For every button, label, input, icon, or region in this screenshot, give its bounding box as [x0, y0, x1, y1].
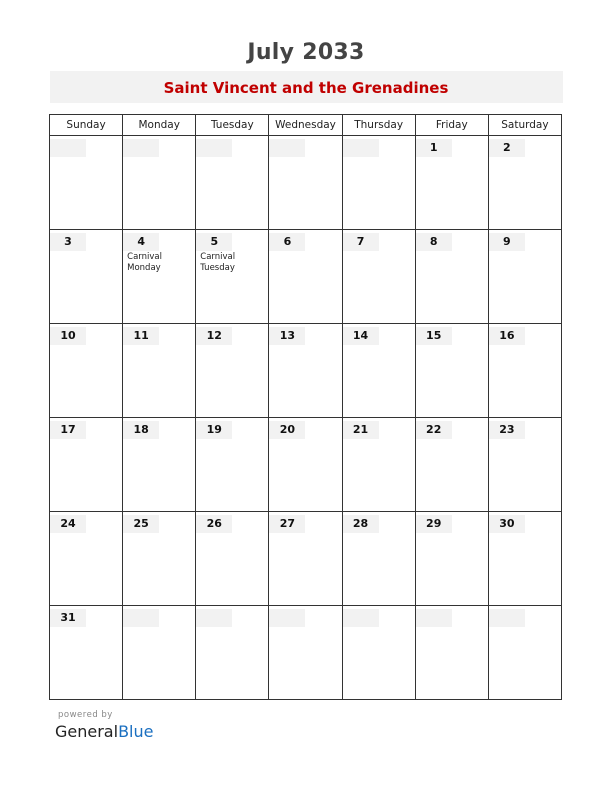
- day-number: 25: [123, 515, 159, 533]
- day-cell[interactable]: [196, 136, 269, 230]
- day-number: [50, 139, 86, 157]
- day-number: 22: [416, 421, 452, 439]
- day-cell[interactable]: [342, 324, 415, 418]
- country-name: Saint Vincent and the Grenadines: [163, 79, 449, 97]
- day-number: 7: [343, 233, 379, 251]
- weekday-saturday: Saturday: [488, 115, 561, 136]
- holiday-label: [200, 252, 235, 274]
- day-cell[interactable]: [50, 324, 123, 418]
- day-cell[interactable]: [342, 418, 415, 512]
- day-cell[interactable]: [196, 418, 269, 512]
- day-number: [343, 609, 379, 627]
- day-cell[interactable]: [269, 606, 342, 700]
- weekday-sunday: Sunday: [50, 115, 123, 136]
- weekday-friday: Friday: [415, 115, 488, 136]
- day-number: [123, 139, 159, 157]
- holiday-line: Tuesday: [200, 263, 235, 273]
- day-number: [196, 609, 232, 627]
- day-number: 26: [196, 515, 232, 533]
- day-number: 31: [50, 609, 86, 627]
- day-cell[interactable]: [196, 606, 269, 700]
- day-number: 6: [269, 233, 305, 251]
- day-cell[interactable]: [123, 512, 196, 606]
- day-cell[interactable]: [488, 512, 561, 606]
- day-number: 5: [196, 233, 232, 251]
- day-cell[interactable]: [415, 230, 488, 324]
- day-cell[interactable]: [269, 230, 342, 324]
- day-cell[interactable]: [269, 512, 342, 606]
- day-cell[interactable]: [488, 418, 561, 512]
- day-number: [269, 609, 305, 627]
- holiday-label: [127, 252, 162, 274]
- day-cell[interactable]: [415, 136, 488, 230]
- day-cell[interactable]: [50, 230, 123, 324]
- calendar-grid: [49, 114, 562, 700]
- day-number: 28: [343, 515, 379, 533]
- logo-blue: Blue: [118, 722, 154, 741]
- day-cell[interactable]: [488, 230, 561, 324]
- day-number: 29: [416, 515, 452, 533]
- day-cell[interactable]: [269, 418, 342, 512]
- day-number: 1: [416, 139, 452, 157]
- day-number: 8: [416, 233, 452, 251]
- day-cell[interactable]: [269, 136, 342, 230]
- day-cell[interactable]: [196, 324, 269, 418]
- day-cell[interactable]: [342, 136, 415, 230]
- day-number: 9: [489, 233, 525, 251]
- day-number: 16: [489, 327, 525, 345]
- day-cell[interactable]: [123, 324, 196, 418]
- holiday-line: Monday: [127, 263, 161, 273]
- week-row: [50, 512, 562, 606]
- day-cell[interactable]: [269, 324, 342, 418]
- day-number: 20: [269, 421, 305, 439]
- day-cell[interactable]: [123, 136, 196, 230]
- day-number: 2: [489, 139, 525, 157]
- day-number: 12: [196, 327, 232, 345]
- day-number: 11: [123, 327, 159, 345]
- week-row: [50, 418, 562, 512]
- day-number: 30: [489, 515, 525, 533]
- day-cell[interactable]: [415, 606, 488, 700]
- day-number: [489, 609, 525, 627]
- weekday-thursday: Thursday: [342, 115, 415, 136]
- day-cell[interactable]: [342, 606, 415, 700]
- weekday-wednesday: Wednesday: [269, 115, 342, 136]
- logo-general: General: [55, 722, 119, 741]
- day-cell[interactable]: [123, 606, 196, 700]
- day-cell[interactable]: [488, 324, 561, 418]
- day-number: 19: [196, 421, 232, 439]
- day-cell[interactable]: [196, 230, 269, 324]
- day-cell[interactable]: [123, 230, 196, 324]
- day-number: 18: [123, 421, 159, 439]
- week-row: [50, 606, 562, 700]
- calendar-title: July 2033: [247, 40, 365, 65]
- day-cell[interactable]: [123, 418, 196, 512]
- day-number: 3: [50, 233, 86, 251]
- day-cell[interactable]: [415, 418, 488, 512]
- day-number: 24: [50, 515, 86, 533]
- day-cell[interactable]: [415, 512, 488, 606]
- day-number: [343, 139, 379, 157]
- day-number: 15: [416, 327, 452, 345]
- day-number: [123, 609, 159, 627]
- weekday-monday: Monday: [123, 115, 196, 136]
- day-number: 23: [489, 421, 525, 439]
- day-cell[interactable]: [342, 512, 415, 606]
- day-cell[interactable]: [196, 512, 269, 606]
- week-row: [50, 324, 562, 418]
- day-cell[interactable]: [50, 418, 123, 512]
- day-cell[interactable]: [488, 136, 561, 230]
- day-cell[interactable]: [50, 606, 123, 700]
- day-number: 10: [50, 327, 86, 345]
- day-number: 4: [123, 233, 159, 251]
- week-row: [50, 230, 562, 324]
- week-row: [50, 136, 562, 230]
- day-cell[interactable]: [342, 230, 415, 324]
- holiday-line: Carnival: [127, 252, 162, 262]
- day-number: [269, 139, 305, 157]
- day-number: 14: [343, 327, 379, 345]
- day-number: 13: [269, 327, 305, 345]
- day-number: 21: [343, 421, 379, 439]
- powered-by-text: powered by: [58, 710, 113, 720]
- day-number: [416, 609, 452, 627]
- day-number: 17: [50, 421, 86, 439]
- day-cell[interactable]: [415, 324, 488, 418]
- holiday-line: Carnival: [200, 252, 236, 262]
- day-cell[interactable]: [50, 512, 123, 606]
- weekday-tuesday: Tuesday: [196, 115, 269, 136]
- day-cell[interactable]: [50, 136, 123, 230]
- day-cell[interactable]: [488, 606, 561, 700]
- day-number: 27: [269, 515, 305, 533]
- generalblue-logo[interactable]: [55, 722, 153, 741]
- weekday-header-row: [50, 115, 562, 136]
- day-number: [196, 139, 232, 157]
